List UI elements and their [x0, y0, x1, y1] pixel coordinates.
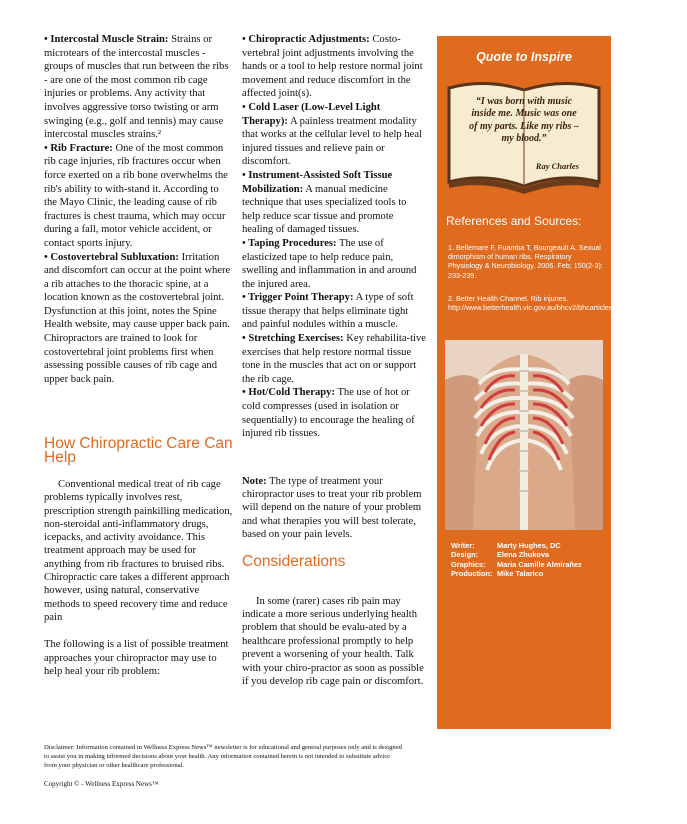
credit-row	[451, 541, 607, 550]
column-middle	[242, 33, 426, 441]
credit-label: Production:	[451, 569, 493, 579]
item-term: • Costovertebral Subluxation:	[44, 251, 179, 263]
list-item	[242, 291, 426, 332]
item-term: • Hot/Cold Therapy:	[242, 387, 335, 399]
credit-label: Graphics:	[451, 559, 486, 569]
item-text: A manual medicine technique that uses specialized tools to help reduce scar tissue and promote healing of damaged tissues.	[242, 183, 407, 236]
rib-cage-anatomy-illustration	[445, 340, 603, 530]
disclaimer-text: Disclaimer: Information contained in Wellness Express News™ newsletter is for educational and general purposes only and is designed to assist you in making informed decisions about your health. Any information contained herein is not intended to substitute advice from your physician or other healthcare professional.	[44, 744, 402, 769]
item-term: • Rib Fracture:	[44, 142, 113, 154]
item-text: A type of soft tissue therapy that helps eliminate tight and painful nodules within a muscle.	[242, 292, 414, 331]
note-text: The type of treatment your chiropractor uses to treat your rib problem will depend on the nature of your problem and what therapies you will best tolerate, based on your pain levels.	[242, 475, 422, 541]
item-text: Costo-vertebral joint adjustments involving the hands or a tool to help restore normal joint movement and reduce discomfort in the affected joint(s).	[242, 34, 423, 100]
considerations-paragraph: In some (rarer) cases rib pain may indicate a more serious underlying health problem that should be evalu-ated by a healthcare professional promptly to help prevent a worsening of your health. Talk with your chiro-practor as soon as possible if you develop rib cage pain or discomfort.	[242, 595, 424, 688]
section-heading-considerations: Considerations	[242, 553, 346, 570]
item-text: The use of hot or cold compresses (used in isolation or sequentially) to encourage the healing of injured rib tissues.	[242, 387, 415, 440]
credit-label: Design:	[451, 550, 479, 560]
copyright-text: Copyright © - Wellness Express News™	[44, 780, 159, 788]
item-text: Key rehabilita-tive exercises that help restore normal tissue tone in the muscles that act on or support the rib cage.	[242, 333, 426, 385]
credit-label: Writer:	[451, 541, 475, 550]
credits-block	[451, 541, 607, 579]
reference-item: 1. Bellemare F, Fuamba T, Bourgeault A. Sexual dimorphism of human ribs. Respiratory Physiology & Neurobiology. 2006. Feb; 150(2-3): 233-239.	[448, 243, 603, 280]
item-text: The use of elasticized tape to help reduce pain, swelling and inflammation in and around the injured area.	[242, 237, 417, 290]
credit-row	[451, 569, 607, 578]
quote-title: Quote to Inspire	[476, 50, 572, 64]
item-term: • Instrument-Assisted Soft Tissue Mobilization:	[242, 169, 393, 195]
credit-value: Marty Hughes, DC	[497, 541, 561, 550]
references-title: References and Sources:	[446, 214, 582, 228]
item-text: One of the most common rib cage injuries, rib fractures occur when force exerted on a rib bone overwhelms the rib's ability to with-stand it. According to the Mayo Clinic, the leading cause of rib fractures is chest trauma, which may occur during a fall, motor vehicle accident, or contact sports injury.	[44, 142, 228, 249]
credit-row	[451, 560, 607, 569]
item-text: Strains or microtears of the intercostal muscles - groups of muscles that run between the ribs - are one of the most common rib cage injuries or problems. Any activity that involves aggressive torso twisting or arm swinging (e.g., golf and tennis) may cause intercostal muscles strains.²	[44, 34, 229, 141]
paragraph: The following is a list of possible treatment approaches your chiropractor may use to help heal your rib problem:	[44, 639, 229, 677]
credit-value: Mike Talarico	[497, 569, 544, 579]
item-term: • Trigger Point Therapy:	[242, 292, 354, 304]
item-term: • Intercostal Muscle Strain:	[44, 34, 169, 45]
column-left	[44, 33, 232, 386]
list-item	[242, 386, 426, 440]
note-label: Note:	[242, 475, 267, 487]
list-item	[242, 101, 426, 169]
credit-row	[451, 550, 607, 559]
list-item	[44, 142, 232, 251]
item-text: Irritation and discomfort can occur at the point where a rib attaches to the thoracic spine, at a location known as the costovertebral joint. Dysfunction at this joint, notes the Spine Health website, may cause upper back pain. Chiropractors are trained to look for costovertebral joint problems first when assessing possible causes of rib cage and upper back pain.	[44, 251, 231, 385]
item-term: • Stretching Exercises:	[242, 333, 344, 345]
sidebar-panel	[437, 36, 687, 729]
list-item	[242, 237, 426, 291]
credit-value: Elena Zhukova	[497, 550, 550, 560]
item-text: A painless treatment modality that works at the cellular level to help heal injured tissues and relieve pain or discomfort.	[242, 115, 423, 168]
chiropractic-section	[44, 478, 234, 678]
quote-author: Ray Charles	[535, 161, 579, 171]
list-item	[242, 33, 426, 101]
list-item	[44, 251, 232, 387]
credit-value: Maria Camille Almirañez	[497, 559, 582, 569]
item-term: • Taping Procedures:	[242, 237, 337, 249]
item-term: • Cold Laser (Low-Level Light Therapy):	[242, 101, 381, 127]
section-heading-chiropractic: How Chiropractic Care Can Help	[44, 435, 233, 466]
reference-item: 2. Better Health Channel. Rib injuries. http://www.betterhealth.vic.gov.au/bhcv2/bhcarticles.nsf/pages/Rib_injuries.	[448, 294, 687, 313]
list-item	[242, 332, 426, 386]
note-paragraph	[242, 475, 426, 542]
list-item	[242, 169, 426, 237]
paragraph: Conventional medical treat of rib cage problems typically involves rest, prescription strength painkilling medication, non-steroidal anti-inflammatory drugs, icepacks, and activity avoidance. This treatment approach may be used for anything from rib fractures to bruised ribs. Chiropractic care takes a different approach however, using natural, conservative methods to speed recovery time and reduce pain	[44, 479, 233, 623]
list-item	[44, 33, 232, 142]
quote-text: “I was born with music inside me. Music was one of my parts. Like my ribs – my blood.”	[469, 96, 579, 145]
item-term: • Chiropractic Adjustments:	[242, 34, 370, 45]
